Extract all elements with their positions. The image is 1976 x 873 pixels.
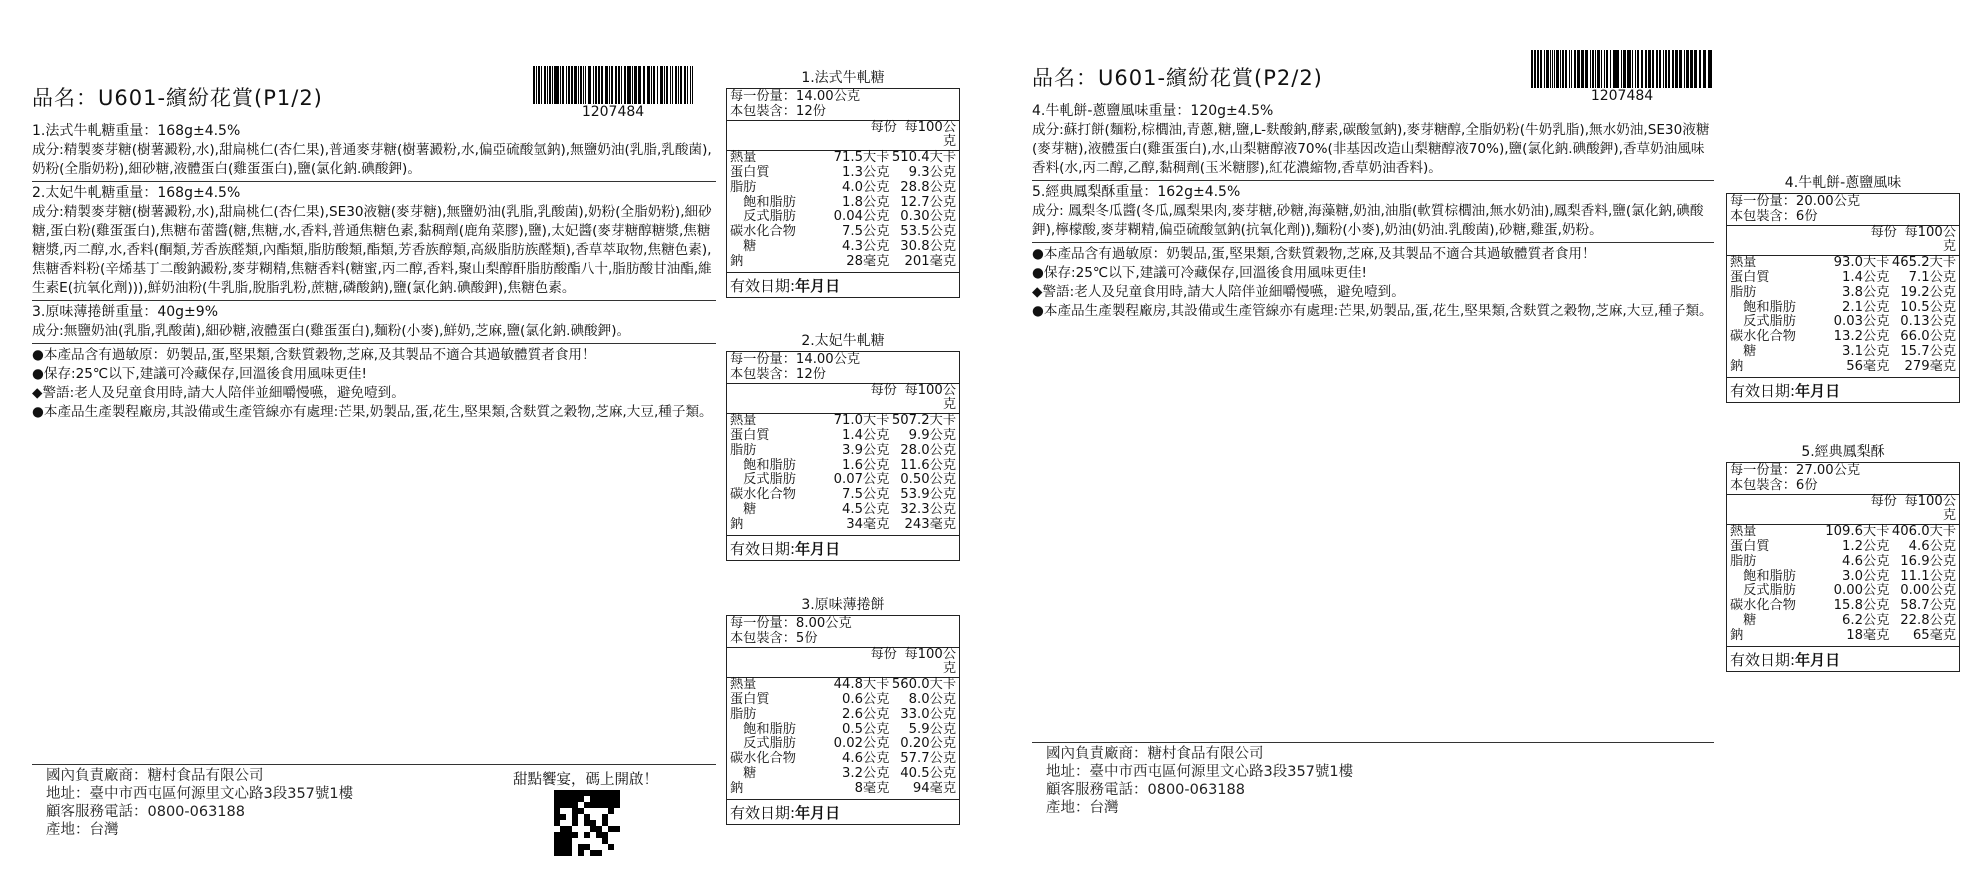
section-heading: 3.原味薄捲餅重量：40g±9% [32, 304, 218, 320]
nutrient-name: 碳水化合物 [730, 224, 796, 240]
nutrient-per-100g: 279毫克 [1904, 358, 1957, 374]
section-heading: 1.法式牛軋糖重量：168g±4.5% [32, 123, 241, 139]
address: 地址：臺中市西屯區何源里文心路3段357號1樓 [46, 786, 354, 802]
nutrient-per-100g: 406.0大卡 [1891, 524, 1957, 540]
section-heading: 4.牛軋餅-蔥鹽風味重量：120g±4.5% [1032, 103, 1274, 119]
barcode-p1 [533, 66, 693, 120]
nutrient-row [727, 255, 959, 270]
col-per-serving: 每份 [1870, 493, 1897, 509]
nutrient-per-100g: 94毫克 [912, 780, 957, 796]
nutrient-row [1727, 599, 1959, 614]
nutrient-per-100g: 465.2大卡 [1891, 255, 1957, 271]
table-header [727, 121, 959, 152]
page2-ingredients [1032, 102, 1714, 321]
nutrient-row [727, 151, 959, 166]
nutrient-row [727, 488, 959, 503]
nutrient-per-serving: 4.5公克 [842, 501, 890, 517]
nutrient-row [727, 503, 959, 518]
nutrient-per-serving: 4.0公克 [842, 179, 890, 195]
expiry-date [727, 800, 959, 825]
nutrient-row [1727, 286, 1959, 301]
nutrient-per-serving: 3.8公克 [1842, 284, 1890, 300]
nutrient-per-100g: 28.0公克 [900, 442, 957, 458]
nutrient-per-serving: 1.8公克 [842, 194, 890, 210]
nutrient-row [1727, 629, 1959, 644]
nutrient-name: 反式脂肪 [730, 736, 796, 752]
nutrient-row [1727, 540, 1959, 555]
footer-divider [1032, 742, 1714, 743]
page1-title: 品名：U601-繽紛花賞(P1/2) [32, 86, 323, 110]
serving-size: 每一份量：14.00公克 [730, 352, 861, 367]
nutrient-name: 鈉 [730, 253, 744, 269]
nutrient-row [1727, 584, 1959, 599]
nutrient-row [1727, 360, 1959, 375]
expiry-label: 有效日期: [1730, 381, 1796, 400]
table-header [727, 648, 959, 679]
barcode-bars [1531, 50, 1713, 88]
nutrient-per-100g: 510.4大卡 [891, 150, 957, 166]
nutrient-per-serving: 4.3公克 [842, 238, 890, 254]
nutrient-name: 碳水化合物 [730, 487, 796, 503]
nutrient-row [1727, 555, 1959, 570]
nutrient-per-serving: 0.07公克 [833, 472, 890, 488]
nutrient-per-serving: 4.6公克 [842, 751, 890, 767]
nutrient-row [727, 444, 959, 459]
nutrient-name: 鈉 [730, 780, 744, 796]
nutrient-per-serving: 56毫克 [1846, 358, 1890, 374]
nutrient-row [727, 518, 959, 533]
nutrient-per-100g: 12.7公克 [900, 194, 957, 210]
barcode-number: 1207484 [1590, 88, 1654, 104]
nutrient-per-serving: 71.5大卡 [833, 150, 890, 166]
expiry-label: 有效日期: [730, 539, 796, 558]
nutrient-per-serving: 3.9公克 [842, 442, 890, 458]
col-per-100g: 每100公克 [1904, 493, 1957, 524]
divider [32, 181, 716, 182]
nutrient-per-serving: 0.6公克 [842, 691, 890, 707]
nutrient-per-100g: 58.7公克 [1900, 598, 1957, 614]
nutrient-per-serving: 109.6大卡 [1825, 524, 1890, 540]
address: 地址：臺中市西屯區何源里文心路3段357號1樓 [1046, 764, 1354, 780]
nutrient-name: 碳水化合物 [1730, 329, 1796, 345]
nutrient-per-serving: 0.03公克 [1833, 314, 1890, 330]
nutrient-row [727, 225, 959, 240]
nutrient-per-serving: 44.8大卡 [833, 677, 890, 693]
nutrient-name: 脂肪 [1730, 284, 1757, 300]
nutrient-per-100g: 32.3公克 [900, 501, 957, 517]
expiry-value: 年月日 [1795, 650, 1841, 669]
nutrition-table-4 [1726, 193, 1960, 403]
nutrient-per-100g: 11.1公克 [1900, 568, 1957, 584]
nutrient-per-serving: 3.1公克 [1842, 343, 1890, 359]
facility-notice: ●本產品生產製程廠房,其設備或生產管線亦有處理:芒果,奶製品,蛋,花生,堅果類,含麩質之穀物,芝麻,大豆,種子類。 [1032, 303, 1713, 319]
nutrient-per-100g: 243毫克 [904, 516, 957, 532]
nutrient-per-serving: 15.8公克 [1833, 598, 1890, 614]
expiry-date [1727, 647, 1959, 672]
nutrient-name: 反式脂肪 [1730, 583, 1796, 599]
serving-size: 每一份量：27.00公克 [1730, 463, 1861, 478]
phone: 顧客服務電話：0800-063188 [1046, 782, 1245, 798]
nutrient-name: 熱量 [1730, 524, 1757, 540]
nutrient-per-100g: 5.9公克 [908, 721, 957, 737]
nutrient-per-serving: 0.02公克 [833, 736, 890, 752]
nutrient-row [727, 708, 959, 723]
nutrient-per-serving: 0.00公克 [1833, 583, 1890, 599]
nutrient-per-serving: 0.5公克 [842, 721, 890, 737]
table-header [1727, 495, 1959, 526]
nutrition-table-5 [1726, 462, 1960, 672]
serving-size: 每一份量：8.00公克 [730, 616, 852, 631]
nutrient-row [727, 693, 959, 708]
nutrient-name: 飽和脂肪 [1730, 568, 1796, 584]
nutrition-caption: 1.法式牛軋糖 [801, 70, 885, 86]
nutrient-name: 糖 [1730, 612, 1757, 628]
nutrient-per-serving: 6.2公克 [1842, 612, 1890, 628]
nutrient-per-100g: 16.9公克 [1900, 553, 1957, 569]
nutrient-per-100g: 7.1公克 [1908, 269, 1957, 285]
nutrient-name: 蛋白質 [730, 691, 770, 707]
nutrient-per-serving: 3.2公克 [842, 765, 890, 781]
nutrient-name: 飽和脂肪 [730, 194, 796, 210]
qr-code-icon[interactable] [554, 790, 620, 856]
nutrient-name: 碳水化合物 [1730, 598, 1796, 614]
col-per-100g: 每100公克 [904, 382, 957, 413]
nutrient-name: 鈉 [1730, 627, 1744, 643]
nutrient-per-100g: 0.00公克 [1900, 583, 1957, 599]
nutrient-per-serving: 71.0大卡 [833, 413, 890, 429]
divider [1032, 180, 1714, 181]
page2-title: 品名：U601-繽紛花賞(P2/2) [1032, 66, 1323, 90]
nutrient-per-100g: 65毫克 [1912, 627, 1957, 643]
barcode-p2 [1531, 50, 1713, 104]
nutrient-row [1727, 256, 1959, 271]
warning-notice: ◆警語:老人及兒童食用時,請大人陪伴並細嚼慢嚥，避免噎到。 [1032, 284, 1405, 300]
nutrient-per-100g: 19.2公克 [1900, 284, 1957, 300]
nutrient-name: 飽和脂肪 [730, 457, 796, 473]
col-per-serving: 每份 [870, 382, 897, 398]
section-heading: 5.經典鳳梨酥重量：162g±4.5% [1032, 184, 1241, 200]
nutrient-name: 反式脂肪 [1730, 314, 1796, 330]
nutrient-row [727, 473, 959, 488]
nutrient-per-100g: 53.5公克 [900, 224, 957, 240]
nutrient-per-serving: 18毫克 [1846, 627, 1890, 643]
expiry-date [727, 273, 959, 298]
nutrient-per-100g: 30.8公克 [900, 238, 957, 254]
serving-size: 每一份量：20.00公克 [1730, 194, 1861, 209]
manufacturer: 國內負責廠商：糖村食品有限公司 [1046, 746, 1264, 762]
section-text: 成分:蘇打餅(麵粉,棕櫚油,青蔥,糖,鹽,L-麩酸鈉,酵素,碳酸氫鈉),麥芽糖醇,全脂奶粉(牛奶乳脂),無水奶油,SE30液糖(麥芽糖),液體蛋白(雞蛋蛋白),水,山梨糖醇液70%(非基因改造山梨糖醇液70%),鹽(氯化鈉.碘酸鉀),香草奶油風味香料(水,丙二醇,乙醇,黏稠劑(玉米糖膠),紅花濃縮物,香草奶油香料)。 [1032, 122, 1710, 176]
nutrient-name: 蛋白質 [1730, 269, 1770, 285]
section-text: 成分: 鳳梨冬瓜醬(冬瓜,鳳梨果肉,麥芽糖,砂糖,海藻糖,奶油,油脂(軟質棕櫚油,無水奶油),鳳梨香料,鹽(氯化鈉,碘酸鉀),檸檬酸,麥芽糊精,偏亞硫酸氫鈉(抗氧化劑)),麵粉(小麥),奶油(奶油.乳酸菌),砂糖,雞蛋,奶粉。 [1032, 203, 1704, 238]
origin: 產地：台灣 [1046, 800, 1119, 816]
nutrient-per-100g: 0.50公克 [900, 472, 957, 488]
nutrient-row [727, 240, 959, 255]
table-header [1727, 226, 1959, 257]
nutrient-row [727, 767, 959, 782]
section-text: 成分:無鹽奶油(乳脂,乳酸菌),細砂糖,液體蛋白(雞蛋蛋白),麵粉(小麥),鮮奶,芝麻,鹽(氯化鈉.碘酸鉀)。 [32, 323, 631, 339]
divider [1032, 242, 1714, 243]
nutrition-table-2 [726, 351, 960, 561]
nutrient-per-100g: 66.0公克 [1900, 329, 1957, 345]
nutrient-name: 糖 [730, 238, 757, 254]
nutrient-name: 碳水化合物 [730, 751, 796, 767]
nutrient-per-100g: 22.8公克 [1900, 612, 1957, 628]
nutrient-per-100g: 0.13公克 [1900, 314, 1957, 330]
nutrient-name: 熱量 [730, 150, 757, 166]
nutrient-row [1727, 315, 1959, 330]
expiry-value: 年月日 [1795, 381, 1841, 400]
nutrient-name: 脂肪 [730, 442, 757, 458]
nutrient-per-serving: 7.5公克 [842, 487, 890, 503]
nutrient-name: 飽和脂肪 [1730, 299, 1796, 315]
col-per-100g: 每100公克 [904, 119, 957, 150]
table-header [727, 384, 959, 415]
servings-per-pack: 本包裝含：5份 [730, 630, 818, 646]
nutrient-per-100g: 53.9公克 [900, 487, 957, 503]
expiry-label: 有效日期: [1730, 650, 1796, 669]
nutrient-per-serving: 3.0公克 [1842, 568, 1890, 584]
nutrient-per-100g: 10.5公克 [1900, 299, 1957, 315]
nutrient-per-100g: 507.2大卡 [891, 413, 957, 429]
warning-notice: ◆警語:老人及兒童食用時,請大人陪伴並細嚼慢嚥，避免噎到。 [32, 385, 405, 401]
col-per-serving: 每份 [870, 646, 897, 662]
expiry-date [1727, 378, 1959, 403]
nutrient-row [727, 429, 959, 444]
nutrient-per-100g: 9.3公克 [908, 164, 957, 180]
nutrient-per-serving: 13.2公克 [1833, 329, 1890, 345]
barcode-bars [533, 66, 693, 104]
nutrient-name: 蛋白質 [730, 427, 770, 443]
nutrient-per-100g: 11.6公克 [900, 457, 957, 473]
nutrition-caption: 5.經典鳳梨酥 [1801, 444, 1885, 460]
expiry-label: 有效日期: [730, 276, 796, 295]
nutrient-row [1727, 525, 1959, 540]
nutrient-per-serving: 34毫克 [846, 516, 890, 532]
col-per-100g: 每100公克 [1904, 224, 1957, 255]
nutrient-row [727, 166, 959, 181]
col-per-serving: 每份 [870, 119, 897, 135]
nutrition-caption: 2.太妃牛軋糖 [801, 333, 885, 349]
allergen-notice: ●本產品含有過敏原：奶製品,蛋,堅果類,含麩質穀物,芝麻,及其製品不適合其過敏體質者食用！ [1032, 246, 1596, 262]
divider [32, 300, 716, 301]
nutrient-row [727, 210, 959, 225]
serving-size: 每一份量：14.00公克 [730, 89, 861, 104]
page2-footer [1046, 745, 1353, 817]
col-per-serving: 每份 [1870, 224, 1897, 240]
nutrient-row [727, 678, 959, 693]
footer-divider [32, 764, 716, 765]
nutrient-row [727, 737, 959, 752]
origin: 產地：台灣 [46, 822, 119, 838]
nutrient-name: 鈉 [1730, 358, 1744, 374]
nutrient-name: 糖 [1730, 343, 1757, 359]
servings-per-pack: 本包裝含：12份 [730, 366, 826, 382]
nutrient-name: 蛋白質 [1730, 538, 1770, 554]
nutrient-per-serving: 93.0大卡 [1833, 255, 1890, 271]
nutrition-caption: 4.牛軋餅-蔥鹽風味 [1784, 175, 1902, 191]
nutrient-per-serving: 1.4公克 [842, 427, 890, 443]
nutrient-row [727, 414, 959, 429]
nutrient-name: 反式脂肪 [730, 472, 796, 488]
nutrient-name: 糖 [730, 765, 757, 781]
nutrient-name: 脂肪 [730, 706, 757, 722]
storage-notice: ●保存:25℃以下,建議可冷藏保存,回溫後食用風味更佳! [32, 366, 367, 382]
nutrient-per-100g: 0.30公克 [900, 209, 957, 225]
barcode-number: 1207484 [581, 104, 645, 120]
nutrient-name: 脂肪 [1730, 553, 1757, 569]
nutrient-name: 飽和脂肪 [730, 721, 796, 737]
nutrient-per-100g: 560.0大卡 [891, 677, 957, 693]
nutrient-row [1727, 614, 1959, 629]
nutrient-row [1727, 330, 1959, 345]
nutrient-per-serving: 2.1公克 [1842, 299, 1890, 315]
nutrient-per-100g: 15.7公克 [1900, 343, 1957, 359]
manufacturer: 國內負責廠商：糖村食品有限公司 [46, 768, 264, 784]
section-text: 成分:精製麥芽糖(樹薯澱粉,水),甜扁桃仁(杏仁果),普通麥芽糖(樹薯澱粉,水,偏亞硫酸氫鈉),無鹽奶油(乳脂,乳酸菌),奶粉(全脂奶粉),細砂糖,液體蛋白(雞蛋蛋白),鹽(氯化鈉.碘酸鉀)。 [32, 142, 712, 177]
divider [32, 343, 716, 344]
nutrient-name: 鈉 [730, 516, 744, 532]
nutrient-per-100g: 201毫克 [904, 253, 957, 269]
nutrient-per-serving: 4.6公克 [1842, 553, 1890, 569]
nutrient-per-100g: 0.20公克 [900, 736, 957, 752]
col-per-100g: 每100公克 [904, 646, 957, 677]
expiry-value: 年月日 [795, 803, 841, 822]
nutrient-per-100g: 4.6公克 [1908, 538, 1957, 554]
nutrient-per-serving: 1.4公克 [1842, 269, 1890, 285]
nutrient-name: 反式脂肪 [730, 209, 796, 225]
page1-footer [46, 767, 353, 839]
nutrient-per-100g: 40.5公克 [900, 765, 957, 781]
nutrient-per-serving: 8毫克 [854, 780, 890, 796]
servings-per-pack: 本包裝含：6份 [1730, 477, 1818, 493]
nutrient-per-serving: 28毫克 [846, 253, 890, 269]
nutrient-row [1727, 345, 1959, 360]
allergen-notice: ●本產品含有過敏原：奶製品,蛋,堅果類,含麩質穀物,芝麻,及其製品不適合其過敏體質者食用！ [32, 347, 596, 363]
nutrient-per-serving: 1.6公克 [842, 457, 890, 473]
nutrient-per-serving: 1.2公克 [1842, 538, 1890, 554]
nutrition-table-1 [726, 88, 960, 298]
facility-notice: ●本產品生產製程廠房,其設備或生產管線亦有處理:芒果,奶製品,蛋,花生,堅果類,含麩質之穀物,芝麻,大豆,種子類。 [32, 404, 713, 420]
nutrient-per-100g: 57.7公克 [900, 751, 957, 767]
servings-per-pack: 本包裝含：12份 [730, 103, 826, 119]
nutrition-caption: 3.原味薄捲餅 [801, 597, 885, 613]
nutrient-row [727, 782, 959, 797]
nutrient-row [727, 752, 959, 767]
nutrient-per-serving: 7.5公克 [842, 224, 890, 240]
page1-ingredients [32, 122, 716, 422]
slogan: 甜點饗宴，碼上開啟！ [513, 772, 658, 788]
nutrient-per-100g: 9.9公克 [908, 427, 957, 443]
storage-notice: ●保存:25℃以下,建議可冷藏保存,回溫後食用風味更佳! [1032, 265, 1367, 281]
expiry-label: 有效日期: [730, 803, 796, 822]
nutrient-name: 脂肪 [730, 179, 757, 195]
nutrient-name: 熱量 [730, 413, 757, 429]
nutrient-name: 蛋白質 [730, 164, 770, 180]
phone: 顧客服務電話：0800-063188 [46, 804, 245, 820]
expiry-date [727, 536, 959, 561]
nutrient-name: 熱量 [1730, 255, 1757, 271]
section-text: 成分:精製麥芽糖(樹薯澱粉,水),甜扁桃仁(杏仁果),SE30液糖(麥芽糖),無鹽奶油(乳脂,乳酸菌),奶粉(全脂奶粉),細砂糖,蛋白粉(雞蛋蛋白),焦糖布蕾醬(糖,焦糖,水,香料,普通焦糖色素,黏稠劑(鹿角菜膠),鹽),太妃醬(麥芽糖醇糖漿,焦糖糖漿,丙二醇,水,香料(酮類,芳香族醛類,內酯類,脂肪酸類,酯類,芳香族醇類,高級脂肪族醛類),香草萃取物,焦糖色素),焦糖香料粉(辛烯基丁二酸鈉澱粉,麥芽糊精,焦糖香料(糖蜜,丙二醇,香料,聚山梨醇酐脂肪酸酯八十,脂肪酸甘油酯,維生素E(抗氧化劑))),鮮奶油粉(牛乳脂,脫脂乳粉,蔗糖,磷酸鈉),鹽(氯化鈉.碘酸鉀),焦糖色素。 [32, 204, 712, 296]
nutrient-row [727, 181, 959, 196]
nutrition-table-3 [726, 615, 960, 825]
expiry-value: 年月日 [795, 276, 841, 295]
servings-per-pack: 本包裝含：6份 [1730, 208, 1818, 224]
nutrient-per-100g: 33.0公克 [900, 706, 957, 722]
nutrient-per-serving: 2.6公克 [842, 706, 890, 722]
nutrient-per-serving: 0.04公克 [833, 209, 890, 225]
expiry-value: 年月日 [795, 539, 841, 558]
nutrient-name: 熱量 [730, 677, 757, 693]
nutrient-per-100g: 28.8公克 [900, 179, 957, 195]
section-heading: 2.太妃牛軋糖重量：168g±4.5% [32, 185, 241, 201]
nutrient-per-100g: 8.0公克 [908, 691, 957, 707]
nutrient-per-serving: 1.3公克 [842, 164, 890, 180]
nutrient-row [1727, 271, 1959, 286]
nutrient-name: 糖 [730, 501, 757, 517]
